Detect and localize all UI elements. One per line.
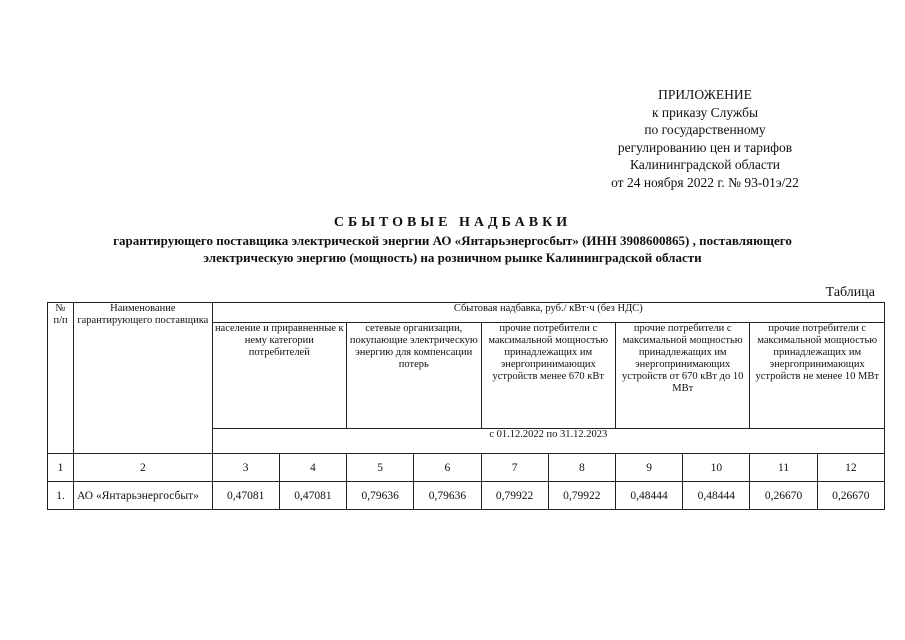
appendix-line: от 24 ноября 2022 г. № 93-01э/22 (611, 174, 799, 190)
header-row-number: № п/п (48, 303, 74, 454)
header-category-over-10mw: прочие потребители с максимальной мощностью принадлежащих им энергопринимающих устройств не менее 10 МВт (750, 323, 885, 429)
index-cell: 2 (74, 454, 212, 482)
header-category-670kw-10mw: прочие потребители с максимальной мощностью принадлежащих им энергопринимающих устройств от 670 кВт до 10 МВт (615, 323, 749, 429)
appendix-line: по государственному (644, 122, 766, 137)
appendix-line: регулированию цен и тарифов (617, 139, 793, 155)
value-cell: 0,79922 (548, 482, 615, 510)
appendix-line: к приказу Службы (651, 104, 759, 120)
index-cell: 1 (48, 454, 74, 482)
appendix-block (555, 86, 855, 191)
index-cell: 3 (212, 454, 279, 482)
value-cell: 0,47081 (279, 482, 346, 510)
index-cell: 5 (347, 454, 414, 482)
appendix-line: Калининградской области (629, 157, 781, 172)
appendix-line: ПРИЛОЖЕНИЕ (658, 87, 752, 102)
index-cell: 12 (817, 454, 884, 482)
header-period: с 01.12.2022 по 31.12.2023 (212, 429, 884, 454)
header-supplement: Сбытовая надбавка, руб./ кВт·ч (без НДС) (212, 303, 884, 323)
header-supplier-name: Наименование гарантирующего поставщика (74, 303, 212, 454)
index-cell: 6 (414, 454, 481, 482)
document-title: СБЫТОВЫЕ НАДБАВКИ (333, 215, 572, 230)
tariff-table (47, 302, 885, 510)
value-cell: 0,79636 (414, 482, 481, 510)
header-category-under-670kw: прочие потребители с максимальной мощностью принадлежащих им энергопринимающих устройств менее 670 кВт (481, 323, 615, 429)
index-cell: 4 (279, 454, 346, 482)
value-cell: 0,48444 (683, 482, 750, 510)
value-cell: 0,79636 (347, 482, 414, 510)
index-cell: 8 (548, 454, 615, 482)
value-cell: 0,26670 (817, 482, 884, 510)
value-cell: 0,47081 (212, 482, 279, 510)
header-category-population: население и приравненные к нему категории потребителей (212, 323, 346, 429)
value-cell: 0,79922 (481, 482, 548, 510)
title-block (30, 214, 875, 266)
table-caption: Таблица (825, 285, 875, 300)
index-cell: 9 (615, 454, 682, 482)
index-cell: 7 (481, 454, 548, 482)
header-category-grid-organizations: сетевые организации, покупающие электрическую энергию для компенсации потерь (347, 323, 481, 429)
index-cell: 10 (683, 454, 750, 482)
supplier-name: АО «Янтарьэнергосбыт» (74, 482, 212, 510)
index-cell: 11 (750, 454, 817, 482)
document-subtitle-line2: электрическую энергию (мощность) на розничном рынке Калининградской области (203, 250, 702, 265)
document-subtitle-line1: гарантирующего поставщика электрической энергии АО «Янтарьэнергосбыт» (ИНН 3908600865) , поставляющего (113, 233, 792, 248)
row-number: 1. (48, 482, 74, 510)
value-cell: 0,26670 (750, 482, 817, 510)
table-row (48, 482, 885, 510)
column-index-row (48, 454, 885, 482)
value-cell: 0,48444 (615, 482, 682, 510)
